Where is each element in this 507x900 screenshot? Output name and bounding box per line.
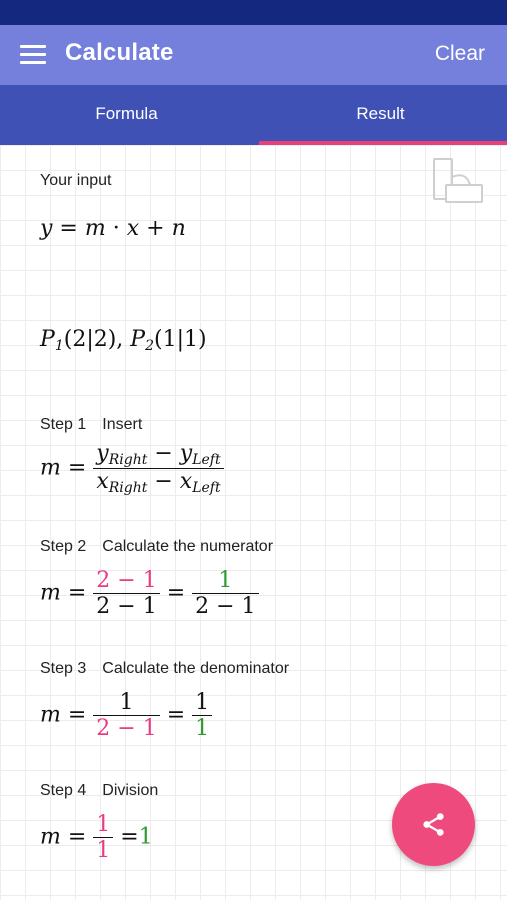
step-2-label: Step 2 Calculate the numerator bbox=[40, 538, 274, 555]
share-button[interactable] bbox=[392, 783, 475, 866]
step-1-formula: m = $\frac{y_{Right} - y_{Left}}{x_{Right} - x_{Left}}$ bbox=[40, 441, 224, 496]
step-3-formula: m = $\frac{1}{2 - 1}$ = $\frac{1}{1}$ bbox=[40, 690, 212, 741]
share-icon bbox=[420, 811, 447, 838]
clear-button[interactable]: Clear bbox=[434, 42, 485, 65]
step-4-formula: m = $\frac{1}{1}$ =1 bbox=[40, 812, 153, 863]
app-bar bbox=[0, 25, 507, 85]
tab-bar bbox=[0, 85, 507, 145]
tab-formula[interactable]: Formula bbox=[95, 104, 158, 123]
input-formula bbox=[40, 216, 186, 241]
formula-text: y = m · x + n bbox=[40, 216, 186, 241]
step-1-label: Step 1 Insert bbox=[40, 416, 143, 433]
step-3-label: Step 3 Calculate the denominator bbox=[40, 660, 290, 677]
step-2-formula: m = $\frac{2 - 1}{2 - 1}$ = $\frac{1}{2 - 1}$ bbox=[40, 568, 259, 619]
copy-icon[interactable] bbox=[432, 157, 484, 207]
menu-icon[interactable] bbox=[20, 45, 46, 65]
points-formula: $P_1(2|2)$, $P_2(1|1)$ bbox=[40, 327, 207, 354]
tab-result[interactable]: Result bbox=[356, 104, 405, 123]
page-title: Calculate bbox=[65, 39, 174, 66]
step-4-label: Step 4 Division bbox=[40, 782, 159, 799]
your-input-label: Your input bbox=[40, 172, 112, 189]
status-bar bbox=[0, 0, 507, 25]
